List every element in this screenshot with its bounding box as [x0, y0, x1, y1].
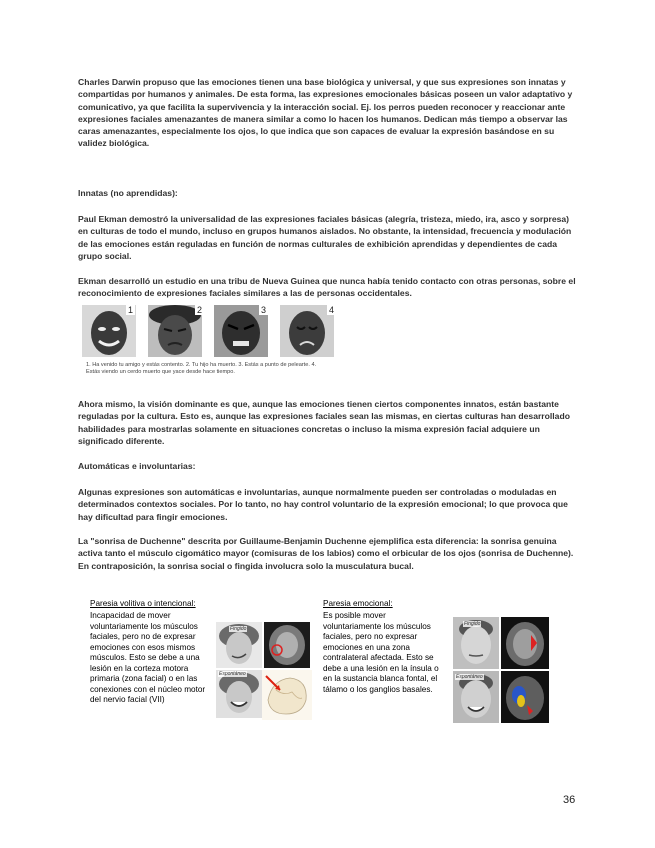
espontaneo-label-left: Espontáneo — [219, 671, 246, 677]
paragraph-vision-dominante: Ahora mismo, la visión dominante es que, aunque las emociones tienen ciertos componentes innatos, están bastante reguladas por la cultura. Esto es, aunque las expresiones faciales sean las mismas, en ciertas culturas han desarrollado habilidades para mostrarlas solamente en situaciones concretas o incluso la misma expresión facial adquiere un significado diferente. — [78, 399, 570, 446]
face-number-3: 3 — [261, 305, 267, 315]
brain-diagram-left — [262, 670, 312, 720]
paragraph-ekman-universality: Paul Ekman demostró la universalidad de las expresiones faciales básicas (alegría, tristeza, miedo, ira, asco y sorpresa) en culturas de todo el mundo, incluso en grupos humanos aislados. No obstante, la intensidad, frecuencia y modulación de las emociones están reguladas en función de normas culturales de exhibición aprendidas y dependientes de cada grupo social. — [78, 214, 572, 261]
face-number-4: 4 — [329, 305, 335, 315]
paragraph-ekman-study: Ekman desarrolló un estudio en una tribu de Nueva Guinea que nunca había tenido contacto con otras personas, sobre el reconocimiento de expresiones faciales similares a las de personas occidentales. — [78, 276, 576, 299]
paresia-volitiva-title: Paresia volitiva o intencional: — [90, 599, 196, 608]
face-photo-4 — [280, 305, 334, 357]
fingido-label-left: Fingido — [230, 626, 247, 632]
heading-innatas: Innatas (no aprendidas): — [78, 188, 178, 198]
faces-caption: 1. Ha venido tu amigo y estás contento. 2. Tu hijo ha muerto. 3. Estás a punto de pelearte. 4. Estás viendo un cerdo muerto que yace desde hace tiempo. — [86, 362, 317, 375]
paresia-volitiva-text: Incapacidad de mover voluntariamente los músculos faciales, pero no de expresar emociones con esos mismos músculos. Esto se debe a una lesión en la corteza motora primaria (zona facial) o en las conexiones con el núcleo motor del nervio facial (VII) — [90, 611, 206, 704]
brain-scan-right-top — [501, 617, 549, 669]
paragraph-automaticas: Algunas expresiones son automáticas e involuntarias, aunque normalmente pueden ser controladas o moduladas en determinados contextos sociales. Por lo tanto, no hay control voluntario de la expresión emocional; lo que provoca que hay dificultad para fingir emociones. — [78, 487, 568, 522]
face-photo-2 — [148, 305, 202, 357]
fingido-label-right: Fingido — [464, 621, 481, 627]
face-number-1: 1 — [128, 305, 134, 315]
faces-figure — [82, 305, 334, 357]
paresia-emocional-title: Paresia emocional: — [323, 599, 393, 608]
paresia-emocional-text: Es posible mover voluntariamente los músculos faciales, pero no expresar emociones en una zona contralateral afectada. Esto se debe a una lesión en la ínsula o en la sustancia blanca fontal, el tálamo o los ganglios basales. — [323, 611, 439, 694]
espontaneo-face-photo-left — [216, 670, 262, 718]
paragraph-duchenne: La "sonrisa de Duchenne" descrita por Guillaume-Benjamin Duchenne ejemplifica esta diferencia: la sonrisa genuina activa tanto el músculo cigomático mayor (comisuras de los labios) como el orbicular de los ojos (sonrisa de Duchenne). En contraposición, la sonrisa social o fingida involucra solo la musculatura bucal. — [78, 536, 574, 571]
brain-scan-right-bottom — [501, 671, 549, 723]
espontaneo-label-right: Espontáneo — [456, 674, 483, 680]
page-number: 36 — [563, 794, 576, 806]
face-number-2: 2 — [197, 305, 203, 315]
brain-scan-left — [264, 622, 310, 668]
paragraph-darwin: Charles Darwin propuso que las emociones tienen una base biológica y universal, y que sus expresiones son innatas y compartidas por humanos y animales. De esta forma, las expresiones emocionales básicas poseen un valor adaptativo y comunicativo, ya que facilita la supervivencia y la interacción social. Ej. los perros pueden reconocer y reaccionar ante expresiones faciales amenazantes de manera similar a como lo hacen los humanos. Dedican más tiempo a observar las caras amenazantes, especialmente los ojos, lo que indica que son capaces de evaluar la expresión basándose en su validez biológica. — [78, 77, 573, 149]
heading-automaticas: Automáticas e involuntarias: — [78, 461, 196, 471]
